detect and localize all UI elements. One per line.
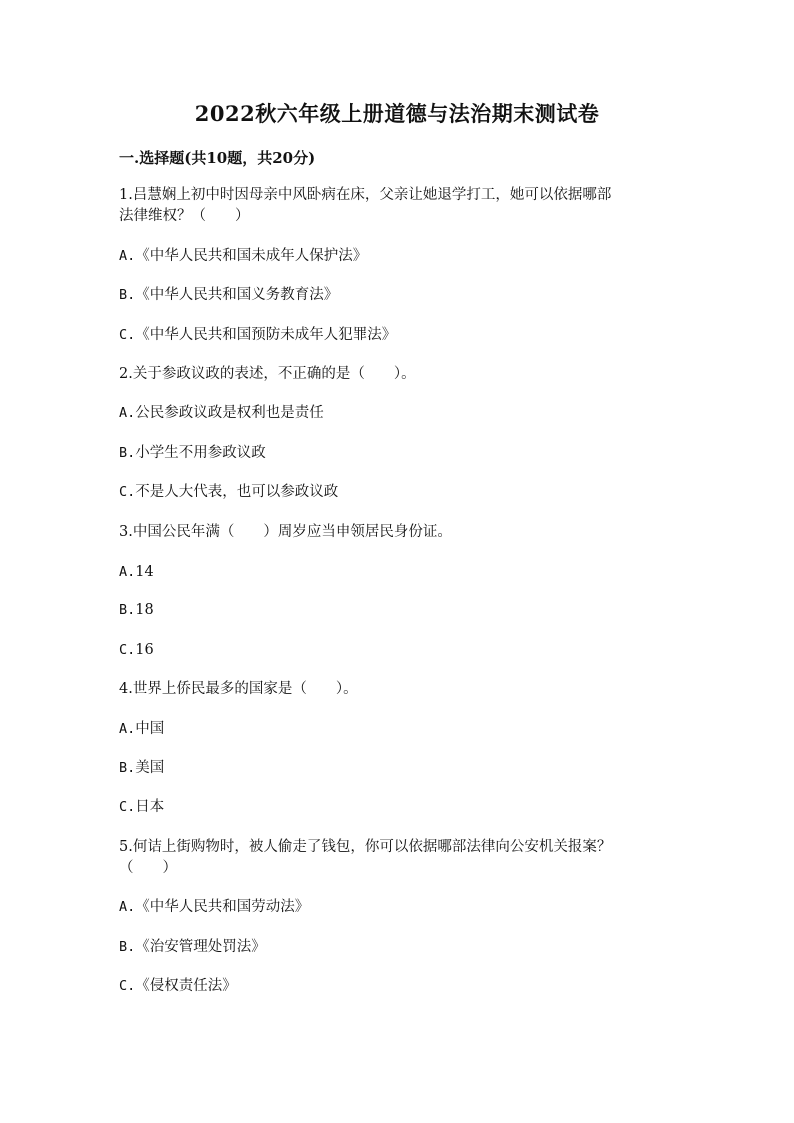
question-4-option-b: [119, 758, 164, 778]
option-label: C.: [119, 642, 136, 658]
question-3-option-a: [119, 562, 154, 582]
question-2-option-c: [119, 482, 338, 502]
option-label: A.: [119, 564, 136, 580]
option-text: 公民参政议政是权利也是责任: [135, 405, 324, 421]
option-label: B.: [119, 445, 136, 461]
page-title: 2022秋六年级上册道德与法治期末测试卷: [194, 101, 600, 126]
question-5-option-b: [119, 937, 266, 957]
question-3-option-b: [119, 600, 154, 620]
option-label: C.: [119, 799, 136, 815]
option-text: 《中华人民共和国劳动法》: [135, 899, 310, 915]
option-text: 小学生不用参政议政: [135, 445, 266, 461]
option-label: A.: [119, 248, 136, 264]
option-label: A.: [119, 899, 136, 915]
option-label: B.: [119, 760, 136, 776]
question-4-option-c: [119, 797, 164, 817]
question-5-option-c: [119, 976, 237, 996]
option-label: A.: [119, 405, 136, 421]
option-text: 《中华人民共和国义务教育法》: [135, 287, 339, 303]
option-text: 18: [135, 602, 154, 618]
option-label: A.: [119, 721, 136, 737]
option-label: B.: [119, 287, 136, 303]
question-1-stem-line-1: 1.吕慧娴上初中时因母亲中风卧病在床，父亲让她退学打工，她可以依据哪部: [119, 187, 612, 203]
question-1-stem-line-2: 法律维权？（ ）: [119, 208, 250, 224]
option-text: 不是人大代表，也可以参政议政: [135, 484, 339, 500]
question-1-option-c: [119, 325, 396, 345]
question-2-option-b: [119, 443, 266, 463]
option-text: 《中华人民共和国预防未成年人犯罪法》: [135, 327, 397, 343]
option-label: B.: [119, 602, 136, 618]
option-label: C.: [119, 327, 136, 343]
question-3-stem: 3.中国公民年满（ ）周岁应当申领居民身份证。: [119, 524, 452, 540]
section-heading: 一.选择题(共10题，共20分): [119, 149, 316, 167]
option-label: C.: [119, 978, 136, 994]
question-4-stem: 4.世界上侨民最多的国家是（ ）。: [119, 681, 358, 697]
question-1-option-b: [119, 285, 338, 305]
question-5-stem-line-1: 5.何诘上街购物时，被人偷走了钱包，你可以依据哪部法律向公安机关报案？: [119, 839, 612, 855]
question-1-option-a: [119, 246, 367, 266]
option-text: 16: [135, 642, 154, 658]
option-text: 《中华人民共和国未成年人保护法》: [135, 248, 368, 264]
option-text: 《治安管理处罚法》: [135, 939, 266, 955]
option-text: 14: [135, 564, 154, 580]
question-5-option-a: [119, 897, 309, 917]
option-text: 日本: [135, 799, 165, 815]
question-4-option-a: [119, 719, 164, 739]
question-5-stem-line-2: （ ）: [119, 860, 177, 876]
option-label: C.: [119, 484, 136, 500]
question-2-option-a: [119, 403, 324, 423]
option-label: B.: [119, 939, 136, 955]
option-text: 《侵权责任法》: [135, 978, 237, 994]
question-2-stem: 2.关于参政议政的表述，不正确的是（ ）。: [119, 366, 416, 382]
question-3-option-c: [119, 640, 154, 660]
option-text: 中国: [135, 721, 165, 737]
option-text: 美国: [135, 760, 165, 776]
